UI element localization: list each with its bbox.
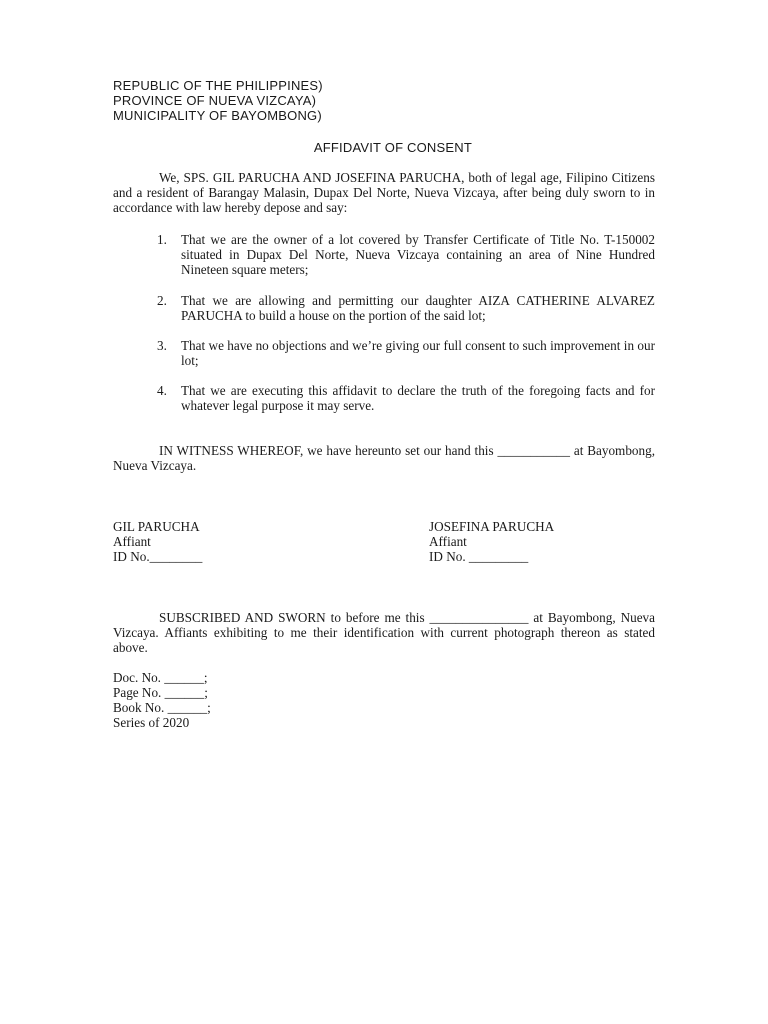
jurat-paragraph: SUBSCRIBED AND SWORN to before me this _______________ at Bayombong, Nueva Vizcaya. Affiants exhibiting to me their identification with current photograph thereon as stated above. bbox=[113, 610, 655, 656]
series-year: Series of 2020 bbox=[113, 715, 190, 730]
list-item-text: That we have no objections and we’re giving our full consent to such improvement in our lot; bbox=[181, 338, 655, 369]
list-item-text: That we are allowing and permitting our daughter AIZA CATHERINE ALVAREZ PARUCHA to build a house on the portion of the said lot; bbox=[181, 293, 655, 324]
numbered-list-item-4 bbox=[157, 383, 655, 413]
document-title: AFFIDAVIT OF CONSENT bbox=[313, 140, 472, 155]
list-item-number: 1. bbox=[157, 232, 167, 247]
affiant-id-field: ID No. _________ bbox=[429, 549, 529, 565]
caption-republic: REPUBLIC OF THE PHILIPPINES) bbox=[113, 78, 323, 93]
document-title-row bbox=[0, 140, 610, 155]
caption-municipality: MUNICIPALITY OF BAYOMBONG) bbox=[113, 108, 322, 123]
signature-block-left bbox=[113, 519, 202, 565]
list-item bbox=[157, 232, 655, 278]
caption-province: PROVINCE OF NUEVA VIZCAYA) bbox=[113, 93, 317, 108]
intro-paragraph: We, SPS. GIL PARUCHA AND JOSEFINA PARUCHA, both of legal age, Filipino Citizens and a resident of Barangay Malasin, Dupax Del Norte, Nueva Vizcaya, after being duly sworn to in accordance with law hereby depose and say: bbox=[113, 170, 655, 216]
list-item bbox=[157, 383, 655, 413]
page-number: Page No. ______; bbox=[113, 685, 208, 700]
affiant-name: GIL PARUCHA bbox=[113, 519, 200, 534]
numbered-list-item-1 bbox=[157, 232, 655, 278]
numbered-list-item-2 bbox=[157, 293, 655, 323]
affiant-role: Affiant bbox=[429, 534, 467, 550]
numbered-list-item-3 bbox=[157, 338, 655, 368]
list-item-text: That we are executing this affidavit to declare the truth of the foregoing facts and for whatever legal purpose it may serve. bbox=[181, 383, 655, 414]
affiant-name: JOSEFINA PARUCHA bbox=[429, 519, 555, 534]
list-item bbox=[157, 293, 655, 323]
list-item bbox=[157, 338, 655, 368]
book-number: Book No. ______; bbox=[113, 700, 211, 715]
affiant-role: Affiant bbox=[113, 534, 151, 550]
venue-caption bbox=[113, 78, 323, 123]
doc-number: Doc. No. ______; bbox=[113, 670, 208, 685]
affiant-id-field: ID No.________ bbox=[113, 549, 203, 565]
list-item-text: That we are the owner of a lot covered by Transfer Certificate of Title No. T-150002 situated in Dupax Del Norte, Nueva Vizcaya containing an area of Nine Hundred Nineteen square meters; bbox=[181, 232, 655, 278]
list-item-number: 3. bbox=[157, 338, 167, 353]
witness-paragraph: IN WITNESS WHEREOF, we have hereunto set our hand this ___________ at Bayombong, Nueva Vizcaya. bbox=[113, 443, 655, 474]
notarial-register bbox=[113, 670, 211, 730]
list-item-number: 4. bbox=[157, 383, 167, 398]
list-item-number: 2. bbox=[157, 293, 167, 308]
signature-block-right bbox=[429, 519, 554, 565]
